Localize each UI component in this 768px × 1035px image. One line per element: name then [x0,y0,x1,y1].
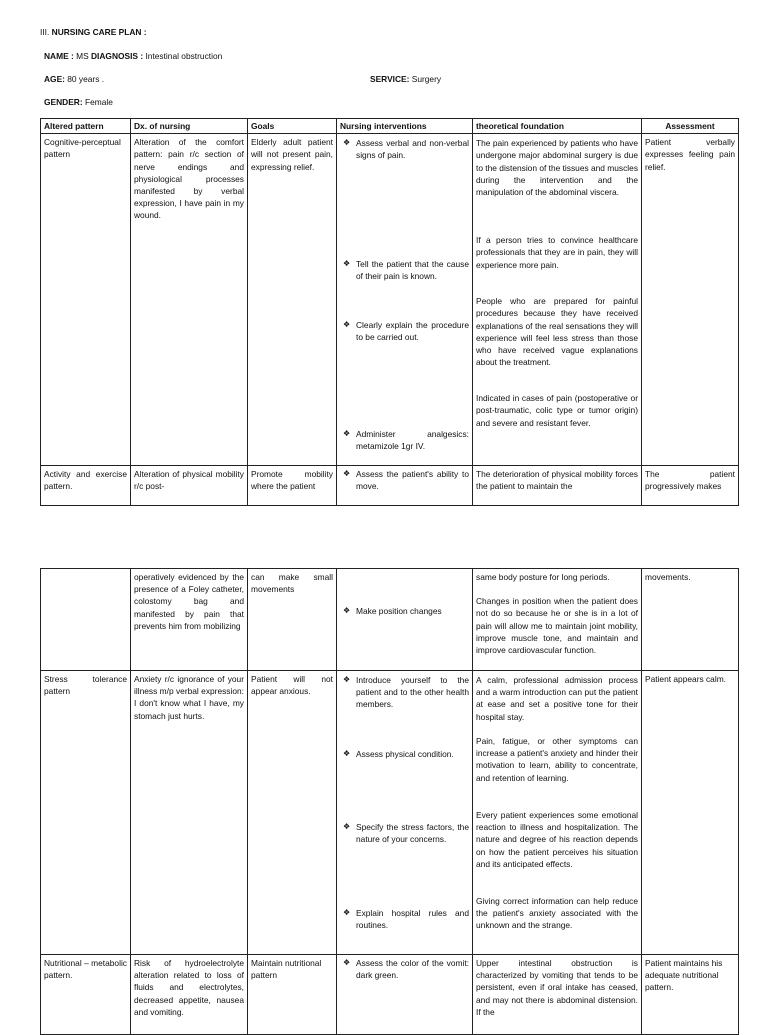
interventions-cell [337,671,473,955]
bullet-icon: ❖ [343,908,351,917]
table-header-row [41,119,739,134]
foundation-cell [473,134,642,466]
service-line [370,73,441,85]
plan-title-prefix: III. [40,27,52,37]
intervention-item: ❖ Assess verbal and non-verbal signs of pain. [343,138,469,161]
pattern-cell: Cognitive-perceptual pattern [41,134,131,466]
bullet-icon: ❖ [343,675,351,684]
dx-cell: Alteration of the comfort pattern: pain r/c section of nerve endings and physiological processes manifested by verbal expression, I have pain in my wound. [131,134,248,466]
care-plan-table-page2 [40,568,739,1035]
age-label: AGE: [44,74,65,84]
intervention-item: ❖ Administer analgesics: metamizole 1gr IV. [343,429,469,452]
foundation-paragraph: Every patient experiences some emotional reaction to illness and hospitalization. The nature and degree of his reaction depends on how the patient perceives his situation and its anticipated effects. [476,810,638,869]
assessment-cell: Patient verbally expresses feeling pain relief. [642,134,739,466]
dx-cell: operatively evidenced by the presence of a Foley catheter, colostomy bag and manifested by pain that prevents him from mobilizing [131,569,248,671]
interventions-cell [337,955,473,1035]
foundation-paragraph: The pain experienced by patients who have undergone major abdominal surgery is due to the distension of the tissues and muscles during the intervention and the manipulation of the abdominal viscera. [476,138,639,198]
interventions-cell [337,569,473,671]
intervention-item: ❖ Explain hospital rules and routines. [343,908,469,931]
col-header-goals: Goals [248,119,337,134]
assessment-cell: Patient maintains his adequate nutritional pattern. [642,955,739,1035]
name-value: MS [76,51,89,61]
col-header-dx-nursing: Dx. of nursing [131,119,248,134]
bullet-icon: ❖ [343,606,351,615]
interventions-cell [337,466,473,506]
dx-cell: Anxiety r/c ignorance of your illness m/p verbal expression: I don't know what I have, my stomach just hurts. [131,671,248,955]
pattern-cell: Activity and exercise pattern. [41,466,131,506]
intervention-item: ❖ Introduce yourself to the patient and to the other health members. [343,675,469,710]
intervention-item: ❖ Assess the patient's ability to move. [343,469,469,492]
table-row [41,134,739,466]
dx-cell: Alteration of physical mobility r/c post- [131,466,248,506]
bullet-icon: ❖ [343,429,351,439]
age-value: 80 years . [67,74,105,84]
table-row [41,955,739,1035]
foundation-cell [473,671,642,955]
intervention-item: ❖ Make position changes [343,606,442,616]
gender-label: GENDER: [44,97,83,107]
gender-line [44,96,113,108]
goals-cell: Elderly adult patient will not present pain, expressing relief. [248,134,337,466]
foundation-cell: Upper intestinal obstruction is characterized by vomiting that tends to be persistent, even if oral intake has ceased, and may not there is abdominal distension. If the [473,955,642,1035]
col-header-assessment: Assessment [642,119,739,134]
goals-cell: Patient will not appear anxious. [248,671,337,955]
table-row [41,569,739,671]
foundation-paragraph: Changes in position when the patient does not do so because he or she is in a lot of pain will allow me to maintain joint mobility, improve muscle tone, and maintain and improve cardiovascular function. [476,596,638,656]
pattern-cell: Stress tolerance pattern [41,671,131,955]
bullet-icon: ❖ [343,469,351,479]
foundation-paragraph: If a person tries to convince healthcare professionals that they are in pain, they will experience more pain. [476,235,638,270]
pattern-cell: Nutritional – metabolic pattern. [41,955,131,1035]
plan-title [40,26,147,38]
plan-title-text: NURSING CARE PLAN : [51,27,147,37]
col-header-altered-pattern: Altered pattern [41,119,131,134]
diagnosis-value: Intestinal obstruction [145,51,223,61]
intervention-item: ❖ Assess the color of the vomit: dark green. [343,958,469,981]
assessment-cell: The patient progressively makes [642,466,739,506]
interventions-cell [337,134,473,466]
goals-cell: can make small movements [248,569,337,671]
table-row [41,466,739,506]
foundation-paragraph: People who are prepared for painful procedures because they have received explanations of the real sensations they will experience will feel less stress than those who have received vague explanations about the treatment. [476,296,638,368]
col-header-foundation: theoretical foundation [473,119,642,134]
foundation-paragraph: Giving correct information can help reduce the patient's anxiety associated with the unknown and the strange. [476,896,638,931]
intervention-item: ❖ Assess physical condition. [343,749,454,759]
intervention-item: ❖ Clearly explain the procedure to be carried out. [343,320,469,343]
intervention-item: ❖ Specify the stress factors, the nature of your concerns. [343,822,469,845]
bullet-icon: ❖ [343,749,351,758]
table-row [41,671,739,955]
pattern-cell [41,569,131,671]
name-label: NAME : [44,51,74,61]
age-line [44,73,104,85]
foundation-paragraph: Indicated in cases of pain (postoperative or post-traumatic, colic type or tumor origin) and severe and resistant fever. [476,393,638,428]
foundation-paragraph: Pain, fatigue, or other symptoms can increase a patient's anxiety and hinder their motivation to learn, ability to concentrate, and retention of learning. [476,736,638,783]
dx-cell: Risk of hydroelectrolyte alteration related to loss of fluids and electrolytes, decreased appetite, nausea and vomiting. [131,955,248,1035]
col-header-interventions: Nursing interventions [337,119,473,134]
goals-cell: Promote mobility where the patient [248,466,337,506]
goals-cell: Maintain nutritional pattern [248,955,337,1035]
foundation-cell: The deterioration of physical mobility forces the patient to maintain the [473,466,642,506]
bullet-icon: ❖ [343,958,351,967]
bullet-icon: ❖ [343,138,351,148]
bullet-icon: ❖ [343,822,351,831]
assessment-cell: movements. [642,569,739,671]
service-label: SERVICE: [370,74,410,84]
diagnosis-label: DIAGNOSIS : [91,51,144,61]
intervention-item: ❖ Tell the patient that the cause of their pain is known. [343,259,469,282]
bullet-icon: ❖ [343,320,351,330]
foundation-paragraph: A calm, professional admission process and a warm introduction can put the patient at ease and set a positive tone for their hospital stay. [476,675,638,722]
foundation-cell [473,569,642,671]
bullet-icon: ❖ [343,259,351,269]
care-plan-table-page1 [40,118,739,506]
service-value: Surgery [411,74,442,84]
patient-name-line [44,50,222,62]
assessment-cell: Patient appears calm. [642,671,739,955]
foundation-paragraph: same body posture for long periods. [476,572,610,582]
gender-value: Female [84,97,113,107]
